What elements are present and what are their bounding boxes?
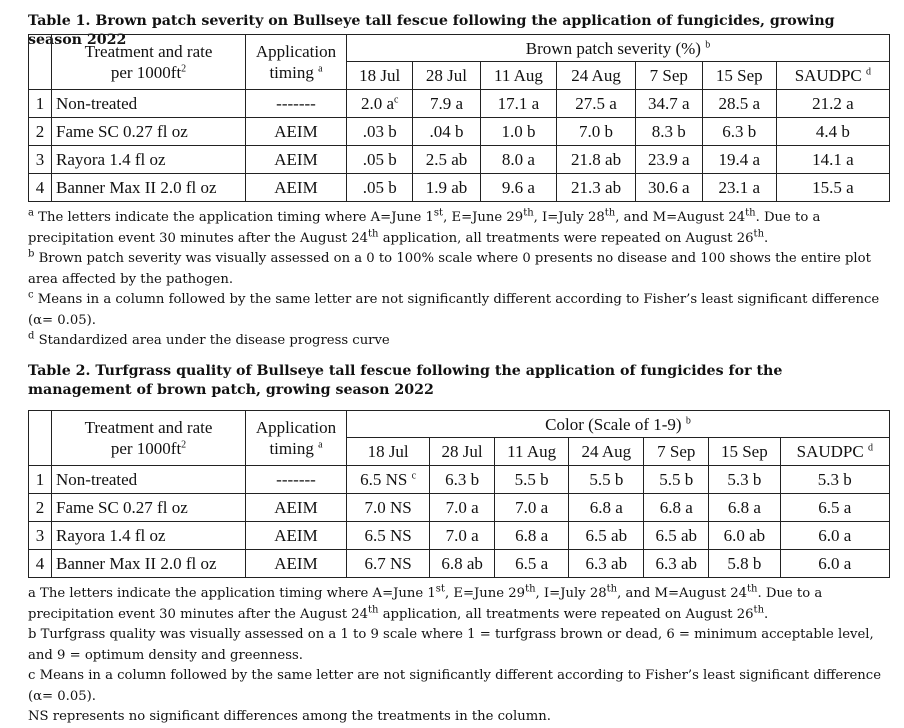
table1 [28, 34, 890, 202]
column-header-saudpc [776, 62, 889, 90]
footnote-text: , I=July 28 [533, 210, 605, 225]
value-cell: 8.0 a [480, 146, 557, 174]
header-treatment-line2: per 1000ft [110, 63, 182, 82]
value-cell: 21.8 ab [557, 146, 635, 174]
value-cell: 6.8 a [644, 494, 709, 522]
treatment-cell: Non-treated [52, 90, 246, 118]
value-cell: 23.1 a [702, 174, 776, 202]
column-header: 11 Aug [494, 438, 568, 466]
header-timing-line1: Application [255, 42, 337, 61]
table-row [29, 90, 890, 118]
value-cell: 30.6 a [635, 174, 702, 202]
value-cell: .05 b [347, 146, 413, 174]
value-cell [347, 90, 413, 118]
treatment-cell: Rayora 1.4 fl oz [52, 522, 246, 550]
value-cell: 28.5 a [702, 90, 776, 118]
value-cell: 2.5 ab [413, 146, 480, 174]
column-header: 24 Aug [569, 438, 644, 466]
footnote-text: , and M=August 24 [615, 210, 746, 225]
footnote-c: c Means in a column followed by the same letter are not significantly different according to Fisher’s least significant difference (α= 0.05). [28, 668, 881, 704]
ordinal-suffix: th [523, 207, 534, 219]
value-cell: .04 b [413, 118, 480, 146]
value-cell: 17.1 a [480, 90, 557, 118]
value-cell: 14.1 a [776, 146, 889, 174]
footnote-marker: 2 [181, 63, 187, 75]
footnote-text: The letters indicate the application timing where A=June 1 [33, 210, 434, 225]
value-cell: 4.4 b [776, 118, 889, 146]
value-cell: 6.8 ab [430, 550, 495, 578]
timing-cell: AEIM [246, 550, 347, 578]
value-cell: 9.6 a [480, 174, 557, 202]
table-row [29, 174, 890, 202]
footnote-b: b Turfgrass quality was visually assessed on a 1 to 9 scale where 1 = turfgrass brown or dead, 6 = minimum acceptable level, and 9 = optimum density and greenness. [28, 627, 874, 663]
footnote-text: Means in a column followed by the same letter are not significantly different according to Fisher’s least significant difference (α= 0.05). [28, 292, 880, 328]
value-cell: 6.5 a [494, 550, 568, 578]
value-text: 2.0 a [360, 93, 395, 113]
header-treatment-line2: per 1000ft [110, 439, 182, 458]
header-treatment-line1: Treatment and rate [84, 42, 213, 61]
footnote-text: application, all treatments were repeated on August 26 [378, 606, 754, 622]
footnote-text: , E=June 29 [444, 586, 526, 601]
footnote-ns: NS represents no significant differences among the treatments in the column. [28, 709, 551, 724]
value-cell: 23.9 a [635, 146, 702, 174]
treatment-cell: Banner Max II 2.0 fl oz [52, 174, 246, 202]
table1-header-timing [246, 35, 347, 90]
column-header: 28 Jul [413, 62, 480, 90]
table1-footnotes [28, 208, 894, 352]
value-cell: 5.5 b [644, 466, 709, 494]
value-cell: .05 b [347, 174, 413, 202]
footnote-marker: c [28, 289, 34, 301]
table2-header-row-1 [29, 411, 890, 438]
table-row [29, 522, 890, 550]
value-cell: 7.0 NS [347, 494, 430, 522]
table-row [29, 118, 890, 146]
value-cell: 6.8 a [494, 522, 568, 550]
value-cell: 6.3 b [430, 466, 495, 494]
ordinal-suffix: st [435, 583, 445, 595]
table-row [29, 466, 890, 494]
footnote-marker: c [411, 469, 417, 481]
value-cell: 19.4 a [702, 146, 776, 174]
column-header: 15 Sep [702, 62, 776, 90]
value-cell: 7.9 a [413, 90, 480, 118]
value-cell: 5.3 b [780, 466, 889, 494]
footnote-marker: c [394, 93, 399, 105]
column-header-label: SAUDPC [794, 65, 862, 85]
value-cell: .03 b [347, 118, 413, 146]
table-row [29, 550, 890, 578]
table2-footnotes [28, 584, 894, 728]
ordinal-suffix: th [747, 583, 758, 595]
value-cell: 1.0 b [480, 118, 557, 146]
value-cell: 7.0 a [430, 522, 495, 550]
footnote-text: . Due to a precipitation event 30 minutes after the August 24 [28, 586, 823, 622]
row-number: 2 [29, 494, 52, 522]
value-cell: 7.0 a [430, 494, 495, 522]
footnote-marker: d [28, 330, 35, 342]
value-cell: 21.3 ab [557, 174, 635, 202]
table1-caption: Table 1. Brown patch severity on Bullseye tall fescue following the application of fungicides, growing season 2022 [28, 13, 835, 48]
footnote-marker: a [318, 439, 323, 451]
table2-header-treatment [52, 411, 246, 466]
table1-header-treatment [52, 35, 246, 90]
ordinal-suffix: st [433, 207, 444, 219]
table1-header-num [29, 35, 52, 90]
header-timing-line1: Application [255, 418, 337, 437]
ordinal-suffix: th [606, 583, 618, 595]
footnote-marker: 2 [181, 439, 187, 451]
value-cell: 6.0 a [780, 522, 889, 550]
value-cell: 5.8 b [709, 550, 780, 578]
column-header: 7 Sep [644, 438, 709, 466]
timing-cell: AEIM [246, 522, 347, 550]
value-cell: 6.5 ab [569, 522, 644, 550]
value-cell: 6.5 ab [644, 522, 709, 550]
column-header-label: SAUDPC [796, 441, 864, 461]
footnote-text: , I=July 28 [535, 586, 607, 601]
footnote-marker: a [28, 207, 34, 219]
column-header: 28 Jul [430, 438, 495, 466]
ordinal-suffix: th [753, 604, 765, 616]
row-number: 1 [29, 90, 52, 118]
ordinal-suffix: th [368, 604, 379, 616]
footnote-text: . [764, 230, 769, 246]
treatment-cell: Fame SC 0.27 fl oz [52, 118, 246, 146]
footnote-text: , E=June 29 [443, 210, 524, 225]
column-header: 18 Jul [347, 62, 413, 90]
treatment-cell: Non-treated [52, 466, 246, 494]
header-group-label: Color (Scale of 1-9) [545, 414, 682, 434]
column-header: 24 Aug [557, 62, 635, 90]
timing-cell: ------- [246, 90, 347, 118]
row-number: 3 [29, 146, 52, 174]
column-header: 11 Aug [480, 62, 557, 90]
ordinal-suffix: th [753, 228, 765, 240]
footnote-b [28, 249, 894, 290]
value-cell: 6.3 ab [644, 550, 709, 578]
ordinal-suffix: th [525, 583, 536, 595]
row-number: 2 [29, 118, 52, 146]
footnote-marker: b [28, 248, 35, 260]
value-cell: 6.5 a [780, 494, 889, 522]
value-cell: 5.3 b [709, 466, 780, 494]
footnote-c [28, 290, 894, 331]
value-cell: 6.3 ab [569, 550, 644, 578]
row-number: 3 [29, 522, 52, 550]
footnote-text: , and M=August 24 [617, 586, 748, 601]
table2-header-timing [246, 411, 347, 466]
footnote-text: . Due to a precipitation event 30 minutes after the August 24 [28, 210, 821, 246]
footnote-text: a The letters indicate the application timing where A=June 1 [28, 586, 436, 601]
value-cell: 5.5 b [569, 466, 644, 494]
column-header-saudpc [780, 438, 889, 466]
table2-caption: Table 2. Turfgrass quality of Bullseye tall fescue following the application of fungicides for the management of brown patch, growing season 2022 [28, 363, 783, 398]
value-text: 6.5 NS [360, 469, 408, 489]
header-timing-line2: timing [269, 439, 314, 458]
footnote-marker: d [866, 65, 872, 77]
table-row [29, 494, 890, 522]
row-number: 4 [29, 174, 52, 202]
table1-header-group [347, 35, 890, 62]
value-cell: 1.9 ab [413, 174, 480, 202]
value-cell: 6.8 a [569, 494, 644, 522]
column-header: 15 Sep [709, 438, 780, 466]
value-cell: 7.0 a [494, 494, 568, 522]
timing-cell: AEIM [246, 174, 347, 202]
value-cell: 6.0 ab [709, 522, 780, 550]
treatment-cell: Banner Max II 2.0 fl oz [52, 550, 246, 578]
footnote-a [28, 584, 894, 625]
value-cell: 6.7 NS [347, 550, 430, 578]
table1-header-row-1 [29, 35, 890, 62]
timing-cell: ------- [246, 466, 347, 494]
value-cell: 7.0 b [557, 118, 635, 146]
footnote-marker: b [685, 414, 691, 426]
timing-cell: AEIM [246, 494, 347, 522]
column-header: 18 Jul [347, 438, 430, 466]
value-cell: 27.5 a [557, 90, 635, 118]
treatment-cell: Rayora 1.4 fl oz [52, 146, 246, 174]
ordinal-suffix: th [368, 228, 379, 240]
value-cell: 6.0 a [780, 550, 889, 578]
value-cell [347, 466, 430, 494]
row-number: 1 [29, 466, 52, 494]
ordinal-suffix: th [604, 207, 616, 219]
header-group-label: Brown patch severity (%) [525, 38, 701, 58]
table-row [29, 146, 890, 174]
row-number: 4 [29, 550, 52, 578]
table2-header-group [347, 411, 890, 438]
value-cell: 6.8 a [709, 494, 780, 522]
value-cell: 6.3 b [702, 118, 776, 146]
footnote-text: Brown patch severity was visually assessed on a 0 to 100% scale where 0 presents no disease and 100 shows the entire plot area affected by the pathogen. [28, 251, 871, 287]
value-cell: 8.3 b [635, 118, 702, 146]
footnote-text: . [764, 606, 769, 622]
footnote-text: Standardized area under the disease progress curve [34, 333, 390, 348]
footnote-a [28, 208, 894, 249]
footnote-d [28, 331, 894, 352]
timing-cell: AEIM [246, 118, 347, 146]
treatment-cell: Fame SC 0.27 fl oz [52, 494, 246, 522]
value-cell: 5.5 b [494, 466, 568, 494]
ordinal-suffix: th [745, 207, 756, 219]
value-cell: 21.2 a [776, 90, 889, 118]
header-treatment-line1: Treatment and rate [84, 418, 213, 437]
footnote-text: application, all treatments were repeated on August 26 [378, 230, 754, 246]
footnote-marker: b [705, 38, 711, 50]
column-header: 7 Sep [635, 62, 702, 90]
value-cell: 6.5 NS [347, 522, 430, 550]
table2 [28, 410, 890, 578]
value-cell: 34.7 a [635, 90, 702, 118]
footnote-marker: a [318, 63, 323, 75]
header-timing-line2: timing [269, 63, 314, 82]
timing-cell: AEIM [246, 146, 347, 174]
footnote-marker: d [867, 441, 873, 453]
table2-header-num [29, 411, 52, 466]
value-cell: 15.5 a [776, 174, 889, 202]
